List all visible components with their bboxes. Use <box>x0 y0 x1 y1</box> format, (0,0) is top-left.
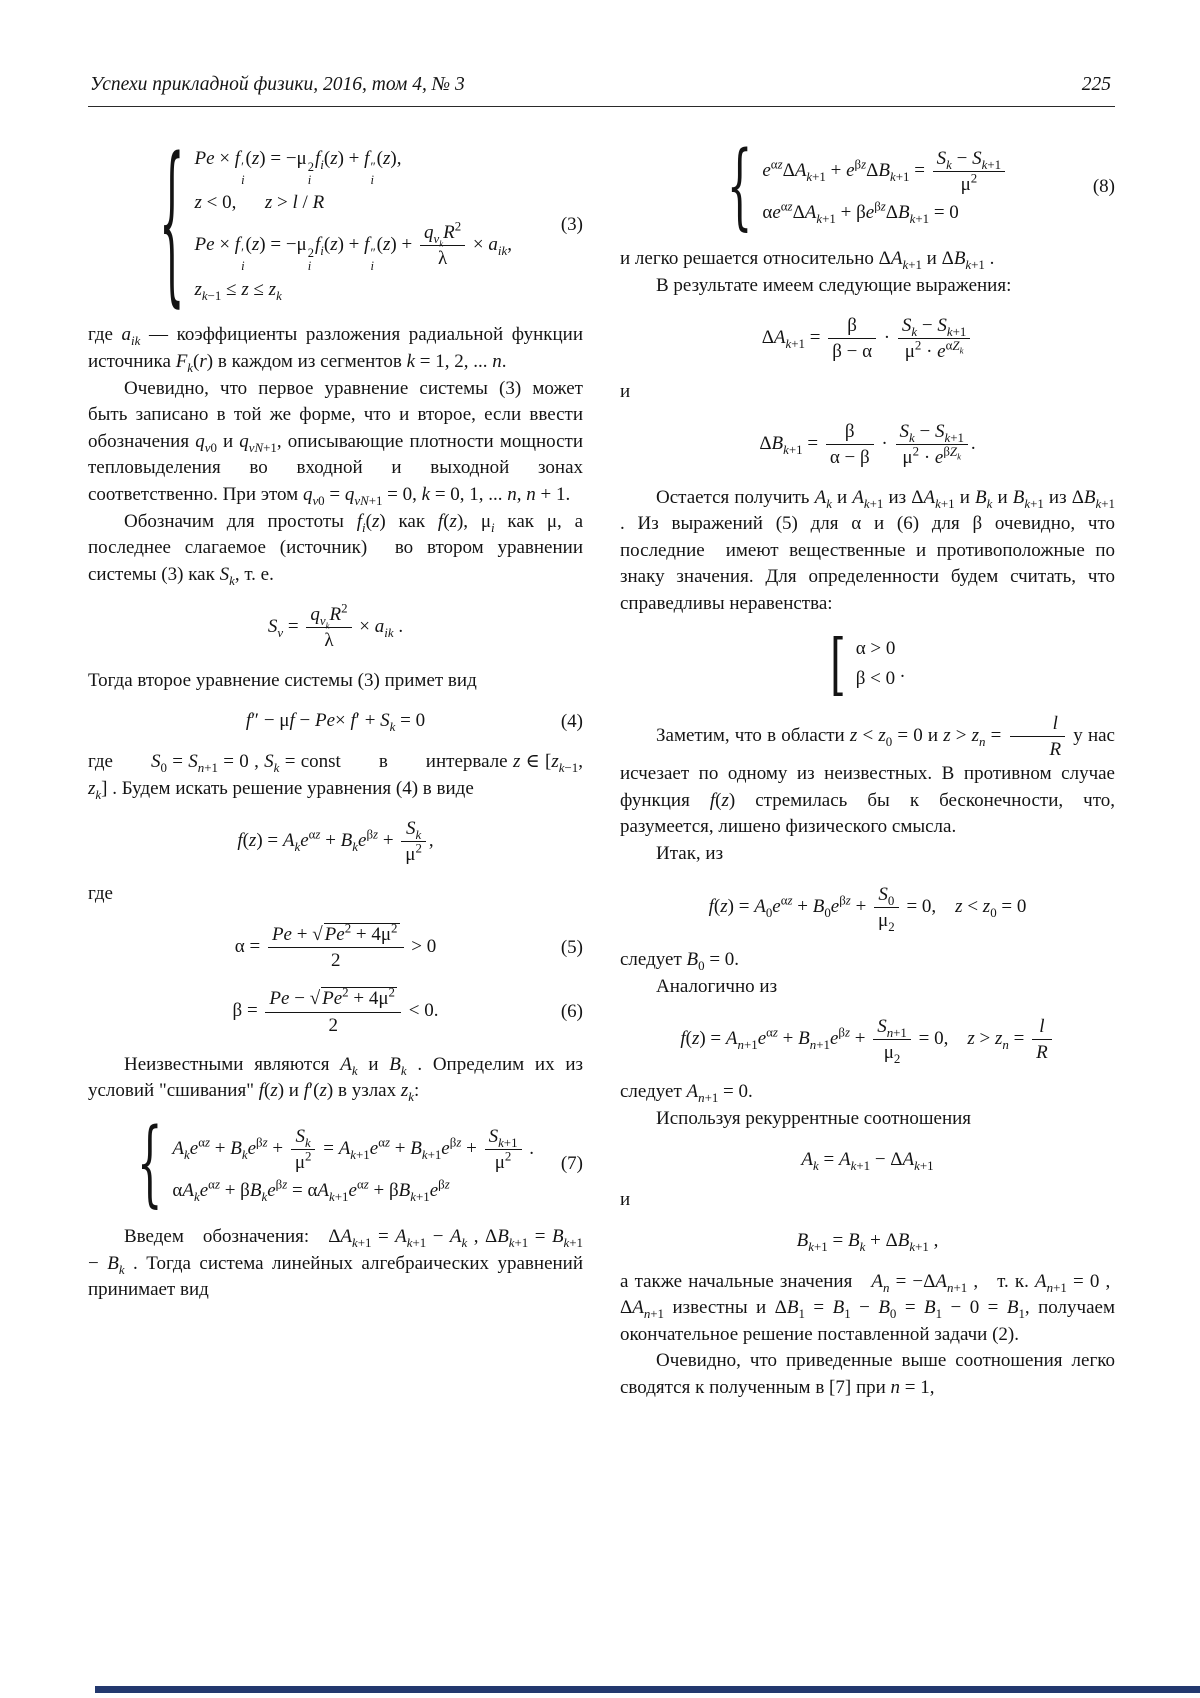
equation <box>88 817 583 866</box>
equation <box>88 709 583 734</box>
curly-brace: { <box>159 124 185 325</box>
paragraph: Аналогично из <box>656 975 778 997</box>
equation-line: $A_ke^{\alpha z} + B_ke^{\beta z}$ + $\frac{S_k}{\mu^2}$ = $A_{k+1}e^{\alpha z} + B_{k+1}e^{\beta z}$ + $\frac{S_{k+1}}{\mu^2}$ . <box>172 1125 535 1174</box>
equation-body: $f(z) = A_0e^{\alpha z} + B_0e^{\beta z}$ + $\frac{S_0}{\mu_2}$ = 0, $z < z_0 = 0$ <box>708 883 1027 934</box>
equation-line: $\alpha e^{\alpha z}\Delta A_{k+1} + \beta e^{\beta z}\Delta B_{k+1} = 0$ <box>762 199 959 227</box>
paragraph: где $S_0 = S_{n+1} = 0$ , $S_k$ = const в интервале z ∈ [$z_{k-1}$, $z_k$] . Будем искать решение уравнения (4) в виде <box>88 750 583 802</box>
equation-body: $\Delta A_{k+1}$ = $\frac{\beta}{\beta - \alpha}$ · $S_k - S_{k+1}$ $\mu^2 \cdot e^{\alpha Z_k}$ <box>762 314 974 363</box>
page-number: 225 <box>1081 74 1111 95</box>
curly-brace: { <box>136 1110 163 1219</box>
journal-title: Успехи прикладной физики, 2016, том 4, № 3 <box>90 74 465 95</box>
equation-line: z < 0, z > l / R <box>194 192 325 214</box>
equation <box>620 1229 1115 1254</box>
equation-system <box>620 132 1115 241</box>
equation-line: α > 0 <box>855 638 896 660</box>
equation <box>620 420 1115 469</box>
equation-number: (7) <box>560 1153 583 1175</box>
equation-lines <box>172 1120 534 1209</box>
paragraph: а также начальные значения $A_n = -\Delta A_{n+1}$ , т. к. $A_{n+1} = 0$ , $\Delta A_{n+1}$ известны и $\Delta B_1 = B_1 - B_0 = B_1 - 0 = B_1$, получаем окончательное решение поставленной задачи (2). <box>620 1270 1116 1345</box>
equation-body: $\Delta B_{k+1}$ = $\frac{\beta}{\alpha - \beta}$ · $S_k - S_{k+1}$ $\mu^2 \cdot e^{\beta Z_k}$ . <box>759 421 976 469</box>
paragraph: и легко решается относительно $\Delta A_{k+1}$ и $\Delta B_{k+1}$ . <box>620 248 995 272</box>
equation-body: $f(z) = A_{n+1}e^{\alpha z} + B_{n+1}e^{\beta z}$ + $\frac{S_{n+1}}{\mu_2}$ = 0, $z > z_n$ = $\frac{l}{R}$ <box>680 1015 1054 1064</box>
equation-body: $S_v$ = $q_{v_k}R^2$ λ × $a_{ik}$ . <box>267 600 404 652</box>
equation-number: (4) <box>560 710 583 732</box>
right-column <box>620 127 1115 1402</box>
equation-line: β < 0 <box>855 668 896 690</box>
equation <box>620 1148 1115 1173</box>
paragraph: где <box>88 883 113 905</box>
equation-group <box>726 132 1008 241</box>
page-header <box>88 62 1115 106</box>
equation-number: (8) <box>1092 175 1115 197</box>
paragraph: следует $A_{n+1} = 0$. <box>620 1081 753 1106</box>
curly-brace: { <box>726 132 753 241</box>
equation <box>88 920 583 972</box>
equation-lines <box>856 632 896 696</box>
paragraph: Тогда второе уравнение системы (3) примет вид <box>88 669 477 691</box>
equation-body: $f(z) = A_ke^{\alpha z} + B_ke^{\beta z}$ + $\frac{S_k}{\mu^2}$ , <box>237 818 434 866</box>
square-bracket: [ <box>830 625 846 704</box>
equation <box>620 314 1115 363</box>
equation-group <box>159 124 512 325</box>
paragraph: Очевидно, что приведенные выше соотношения легко сводятся к полученным в [7] при n = 1, <box>620 1350 1115 1398</box>
paragraph: Очевидно, что первое уравнение системы (3) может быть записано в той же форме, что и второе, если ввести обозначения $q_{v0}$ и $q_{vN+1}$, описывающие плотности мощности тепловыделения во входной и выходной зонах соответственно. При этом $q_{v0} = q_{vN+1} = 0$, k = 0, 1, ... n, n + 1. <box>88 377 584 508</box>
equation-group <box>136 1110 535 1219</box>
equation-system <box>88 124 583 325</box>
paragraph: следует $B_0 = 0$. <box>620 948 740 973</box>
equation-body: α = $\frac{Pe + √ Pe^2 + 4\mu^2}{2}$ > 0 <box>234 920 437 972</box>
paragraph: В результате имеем следующие выражения: <box>656 274 1012 296</box>
equation-line: Pe × f ′ i (z) = −μ 2 i $f_i(z) + f$ ″ i (z) + $q_{v_k}R^2$ λ × $a_{ik}$, <box>194 218 512 273</box>
equation-group <box>830 625 896 704</box>
equation-body: $A_k = A_{k+1} - \Delta A_{k+1}$ <box>801 1148 934 1173</box>
equation-body <box>726 132 1008 241</box>
equation-body: β = $\frac{Pe - √ Pe^2 + 4\mu^2}{2}$ < 0. <box>232 985 439 1036</box>
equation-line: Pe × f ′ i (z) = −μ 2 i $f_i(z) + f$ ″ i (z), <box>194 148 402 187</box>
header-rule <box>88 106 1115 107</box>
paragraph: Итак, из <box>656 842 724 864</box>
equation-body: $B_{k+1} = B_k + \Delta B_{k+1}$ , <box>796 1229 939 1254</box>
equation <box>88 600 583 652</box>
equation <box>620 1015 1115 1067</box>
equation-system <box>620 625 1115 704</box>
equation-tail: . <box>895 661 905 683</box>
paragraph: и <box>620 380 631 402</box>
equation-lines <box>195 142 512 307</box>
equation-line: $\alpha A_ke^{\alpha z} + \beta B_ke^{\beta z} = \alpha A_{k+1}e^{\alpha z} + \beta B_{k+1}e^{\beta z}$ <box>172 1176 450 1205</box>
equation-body <box>136 1110 535 1219</box>
equation-lines <box>762 142 1008 231</box>
paragraph: Обозначим для простоты $f_i(z)$ как f(z), $\mu_i$ как μ, а последнее слагаемое (источник) во втором уравнении системы (3) как $S_k$, т. е. <box>88 510 584 588</box>
equation-number: (3) <box>560 213 583 235</box>
equation-body: $f'' - \mu f - Pe\times f' + S_k = 0$ <box>245 710 426 735</box>
equation-line: $e^{\alpha z}\Delta A_{k+1} + e^{\beta z}\Delta B_{k+1}$ = $\frac{S_k - S_{k+1}}{\mu^2}$ <box>762 147 1008 196</box>
equation-body <box>830 625 905 704</box>
paragraph: Заметим, что в области $z < z_0 = 0$ и $z > z_n$ = $\frac{l}{R}$ у нас исчезает по одному из неизвестных. В противном случае функция f(z) стремилась бы к бесконечности, что, разумеется, лишено физического смысла. <box>620 712 1115 838</box>
paragraph: Неизвестными являются $A_k$ и $B_k$ . Определим их из условий "сшивания" f(z) и f′(z) в узлах $z_k$: <box>88 1053 583 1105</box>
equation-body <box>159 124 512 325</box>
equation <box>88 987 583 1036</box>
left-column <box>88 124 584 1402</box>
paragraph: Остается получить $A_k$ и $A_{k+1}$ из $\Delta A_{k+1}$ и $B_k$ и $B_{k+1}$ из $\Delta B_{k+1}$ . Из выражений (5) для α и (6) для β очевидно, что последние имеют вещественные и противоположные по знаку значения. Для определенности будем считать, что справедливы неравенства: <box>620 486 1115 614</box>
bottom-scan-line <box>95 1686 1200 1693</box>
paragraph: и <box>620 1189 631 1211</box>
paragraph: Введем обозначения: $\Delta A_{k+1} = A_{k+1} - A_k$ , $\Delta B_{k+1} = B_{k+1} - B_k$ . Тогда система линейных алгебраических уравнений принимает вид <box>88 1225 584 1301</box>
equation <box>620 883 1115 932</box>
equation-line: $z_{k-1} \le z \le z_k$ <box>194 278 282 303</box>
paragraph: где $a_{ik}$ — коэффициенты разложения радиальной функции источника $F_k(r)$ в каждом из сегментов k = 1, 2, ... n. <box>88 324 583 375</box>
equation-number: (6) <box>560 1001 583 1023</box>
equation-number: (5) <box>560 936 583 958</box>
article-body <box>88 124 1116 1402</box>
paragraph: Используя рекуррентные соотношения <box>656 1108 972 1130</box>
equation-system <box>88 1110 583 1219</box>
